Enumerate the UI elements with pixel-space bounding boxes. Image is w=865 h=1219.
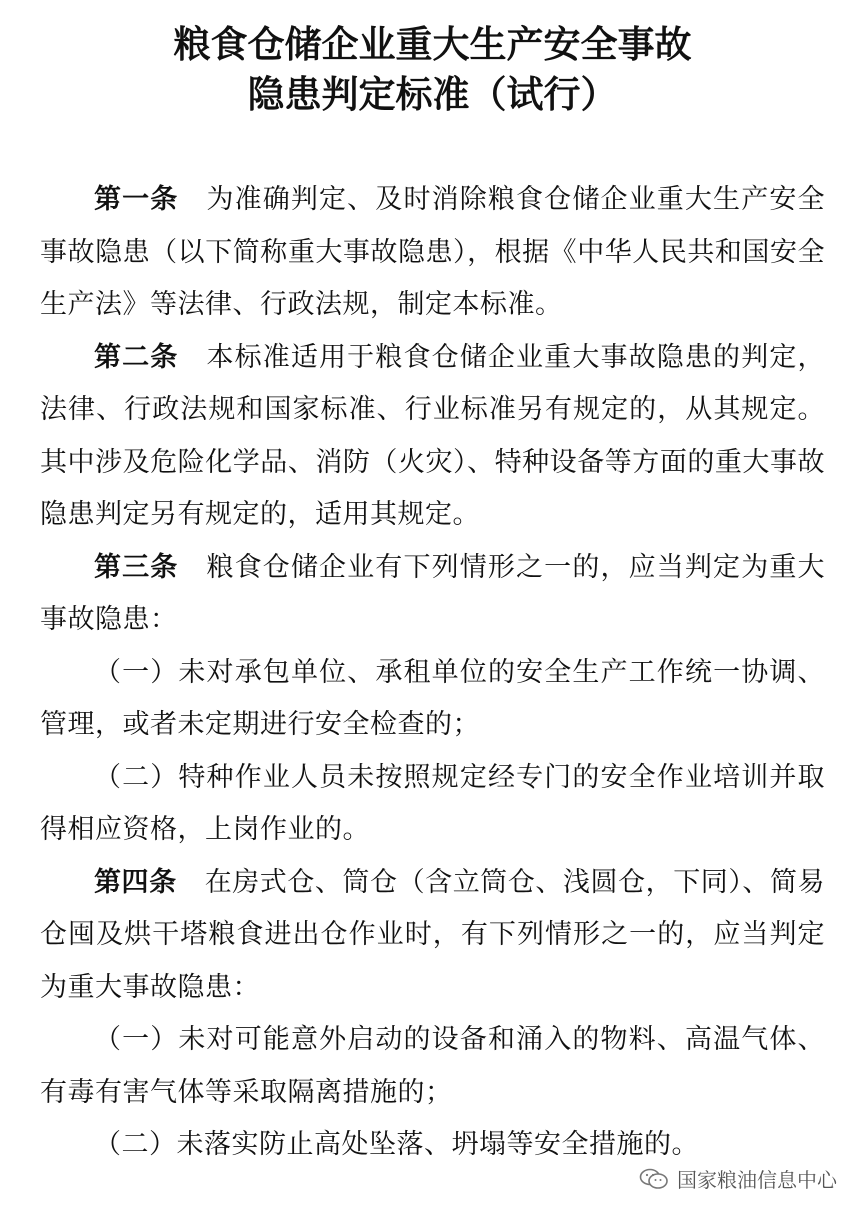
paragraph-text: （一）未对可能意外启动的设备和涌入的物料、高温气体、有毒有害气体等采取隔离措施的；: [40, 1024, 825, 1108]
document-title: [0, 20, 865, 120]
title-line-2: 隐患判定标准（试行）: [247, 73, 618, 116]
article-label: 第四条: [94, 866, 177, 898]
paragraph-text: （二）特种作业人员未按照规定经专门的安全作业培训并取得相应资格，上岗作业的。: [40, 761, 825, 845]
paragraph-article-2: [40, 332, 825, 542]
title-line-1: 粮食仓储企业重大生产安全事故: [173, 23, 692, 66]
paragraph-article-1: [40, 174, 825, 332]
paragraph-item: [40, 647, 825, 752]
article-label: 第二条: [94, 341, 179, 373]
watermark: [639, 1164, 837, 1193]
article-label: 第一条: [94, 184, 179, 215]
paragraph-item: [40, 1014, 825, 1119]
paragraph-item: [40, 752, 825, 857]
paragraph-text: 本标准适用于粮食仓储企业重大事故隐患的判定，法律、行政法规和国家标准、行业标准另有规定的，从其规定。其中涉及危险化学品、消防（火灾）、特种设备等方面的重大事故隐患判定另有规定的，适用其规定。: [40, 341, 825, 530]
paragraph-text: 粮食仓储企业有下列情形之一的，应当判定为重大事故隐患：: [40, 551, 825, 635]
article-label: 第三条: [94, 551, 179, 583]
paragraph-text: （一）未对承包单位、承租单位的安全生产工作统一协调、管理，或者未定期进行安全检查的；: [40, 656, 825, 740]
document-body: [40, 174, 825, 1172]
paragraph-text: （二）未落实防止高处坠落、坍塌等安全措施的。: [94, 1129, 699, 1160]
paragraph-article-3: [40, 542, 825, 647]
wechat-icon: [639, 1168, 669, 1190]
paragraph-text: 在房式仓、筒仓（含立筒仓、浅圆仓，下同）、简易仓囤及烘干塔粮食进出仓作业时，有下列情形之一的，应当判定为重大事故隐患：: [40, 866, 826, 1003]
paragraph-article-4: [40, 857, 825, 1015]
paragraph-text: 为准确判定、及时消除粮食仓储企业重大生产安全事故隐患（以下简称重大事故隐患），根据《中华人民共和国安全生产法》等法律、行政法规，制定本标准。: [40, 184, 825, 320]
watermark-text: 国家粮油信息中心: [677, 1168, 837, 1192]
